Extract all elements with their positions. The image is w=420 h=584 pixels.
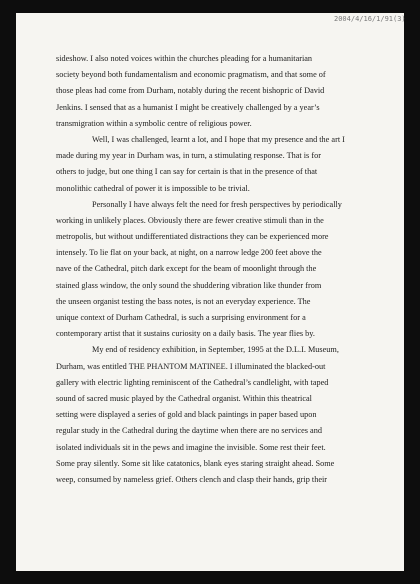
text-line: Jenkins. I sensed that as a humanist I might be creatively challenged by a year’s: [56, 102, 320, 112]
text-line: unique context of Durham Cathedral, is such a surprising environment for a: [56, 313, 306, 322]
text-line: working in unlikely places. Obviously there are fewer creative stimuli than in the: [56, 215, 324, 225]
text-line: others to judge, but one thing I can say for certain is that in the presence of that: [56, 167, 318, 177]
text-line: stained glass window, the only sound the shuddering vibration like thunder from: [56, 280, 322, 290]
text-line: Well, I was challenged, learnt a lot, and I hope that my presence and the art I: [92, 134, 345, 144]
text-line: contemporary artist that it sustains curiosity on a daily basis. The year flies by.: [56, 329, 315, 339]
text-line: society beyond both fundamentalism and economic pragmatism, and that some of: [56, 70, 326, 80]
archive-reference-mark: 2004/4/16/1/91(3): [334, 15, 406, 23]
text-line: transmigration within a symbolic centre of religious power.: [56, 118, 252, 128]
text-line: Some pray silently. Some sit like catatonics, blank eyes staring straight ahead. Some: [56, 458, 335, 468]
text-line: metropolis, but without undifferentiated distractions they can be experienced more: [56, 232, 329, 242]
paragraph-4: [56, 342, 370, 488]
paragraph-1: [56, 51, 370, 132]
document-body: [56, 51, 370, 488]
text-line: My end of residency exhibition, in September, 1995 at the D.L.I. Museum,: [92, 345, 339, 355]
text-line: gallery with electric lighting reminiscent of the Cathedral’s candlelight, with taped: [56, 377, 329, 387]
text-line: Personally I have always felt the need for fresh perspectives by periodically: [92, 199, 342, 209]
text-line: sideshow. I also noted voices within the churches pleading for a humanitarian: [56, 54, 313, 63]
text-line: setting were displayed a series of gold and black paintings in paper based upon: [56, 410, 317, 420]
text-line: monolithic cathedral of power it is impossible to be trivial.: [56, 183, 250, 193]
text-line: made during my year in Durham was, in turn, a stimulating response. That is for: [56, 151, 321, 161]
text-line: isolated individuals sit in the pews and imagine the invisible. Some rest their feet.: [56, 442, 326, 452]
text-line: sound of sacred music played by the Cathedral organist. Within this theatrical: [56, 393, 312, 403]
paragraph-3: [56, 197, 370, 343]
document-page: [16, 13, 404, 571]
text-line: regular study in the Cathedral during the daytime when there are no services and: [56, 426, 322, 436]
text-line: nave of the Cathedral, pitch dark except for the beam of moonlight through the: [56, 264, 317, 274]
text-line: those pleas had come from Durham, notably during the recent bishopric of David: [56, 86, 325, 96]
text-line: intensely. To lie flat on your back, at night, on a narrow ledge 200 feet above the: [56, 248, 322, 258]
text-line: Durham, was entitled THE PHANTOM MATINEE. I illuminated the blacked-out: [56, 361, 326, 371]
paragraph-2: [56, 132, 370, 197]
text-line: weep, consumed by nameless grief. Others clench and clasp their hands, grip their: [56, 474, 328, 484]
text-line: the unseen organist testing the bass notes, is not an everyday experience. The: [56, 296, 311, 306]
